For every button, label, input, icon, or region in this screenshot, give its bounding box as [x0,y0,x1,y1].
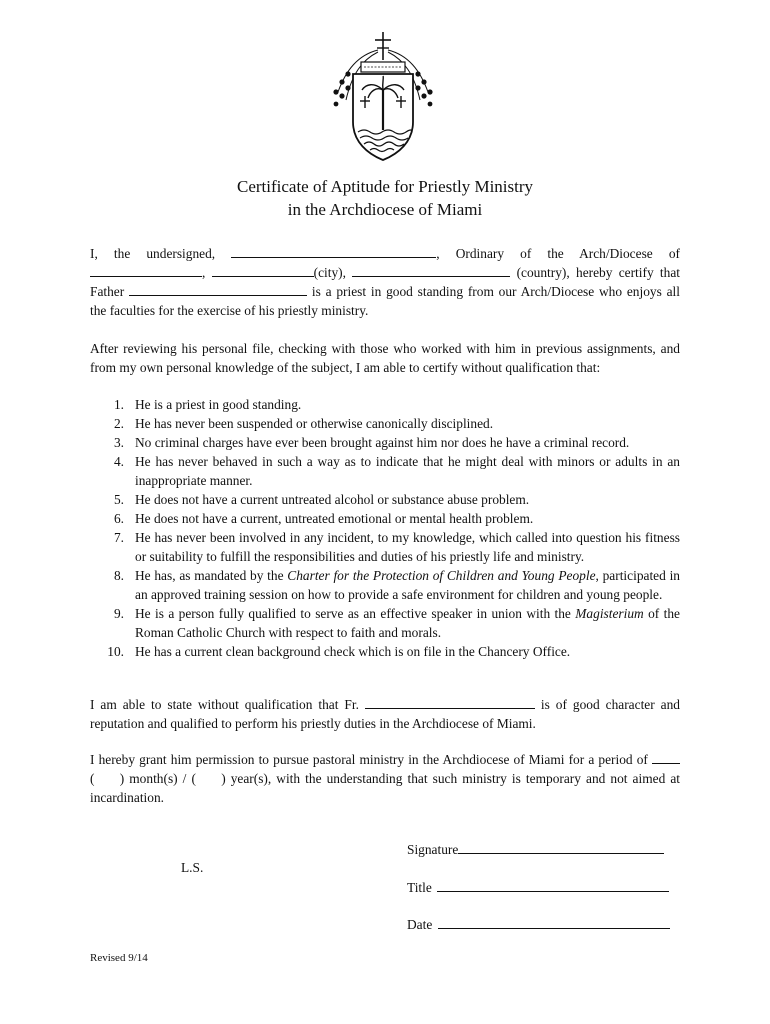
list-item: 6. He does not have a current, untreated emotional or mental health problem. [113,511,534,526]
title-row [407,879,669,896]
certificate-title: Certificate of Aptitude for Priestly Ministry [236,177,534,196]
list-item: 1. He is a priest in good standing. [113,397,302,412]
period-units-line: ( ) month(s) / ( ) year(s), with the understanding that such ministry is temporary and not aimed at [90,771,680,786]
list-item: 5. He does not have a current untreated alcohol or substance abuse problem. [113,492,530,507]
certificate-subtitle: in the Archdiocese of Miami [287,200,483,219]
revision-note: Revised 9/14 [90,952,148,964]
faculties-line: the faculties for the exercise of his priestly ministry. [90,303,369,318]
fr-name-field[interactable] [365,696,535,709]
date-label: Date [407,917,433,932]
father-line: Father is a priest in good standing from our Arch/Diocese who enjoys all [90,284,680,299]
ordinary-name-field[interactable] [231,245,436,258]
locus-sigilli-label: L.S. [181,860,204,875]
certification-list [90,395,680,661]
list-item: 4. He has never behaved in such a way as to indicate that he might deal with minors or adults in an inappropriate manner. [113,454,680,488]
signature-label: Signature [407,842,459,857]
city-field[interactable] [212,264,314,277]
list-item: 3. No criminal charges have ever been brought against him nor does he have a criminal record. [113,435,630,450]
list-item: 9. He is a person fully qualified to serve as an effective speaker in union with the Magisterium of the Roman Catholic Church with respect to faith and morals. [113,606,681,640]
ordinary-line: I, the undersigned, , Ordinary of the Arch/Diocese of [90,246,680,261]
signature-row [407,841,664,858]
archdiocese-coat-of-arms-icon [328,30,438,162]
permission-paragraph: I hereby grant him permission to pursue pastoral ministry in the Archdiocese of Miami for a period of ( ) month(s) / ( ) year(s), with the understanding that such ministry is temporary and not aimed at incardination. [90,752,680,805]
archdiocese-field[interactable] [90,264,202,277]
title-field[interactable] [437,879,669,892]
title-label: Title [407,880,432,895]
review-paragraph: After reviewing his personal file, checking with those who worked with him in previous assignments, and from my own personal knowledge of the subject, I am able to certify without qualification that: [90,341,680,375]
character-paragraph: I am able to state without qualification that Fr. is of good character and reputation and qualified to perform his priestly duties in the Archdiocese of Miami. [90,697,680,731]
list-item: 10. He has a current clean background check which is on file in the Chancery Office. [107,644,571,659]
list-item: 2. He has never been suspended or otherwise canonically disciplined. [113,416,494,431]
list-item: 7. He has never been involved in any incident, to my knowledge, which called into question his fitness or suitability to fulfill the responsibilities and duties of his priestly life and ministry. [113,530,680,564]
period-field[interactable] [652,751,680,764]
list-item: 8. He has, as mandated by the Charter for the Protection of Children and Young People, participated in an approved training session on how to provide a safe environment for children and young people. [113,568,680,602]
certification-paragraph [90,244,680,320]
signature-field[interactable] [458,841,664,854]
country-field[interactable] [352,264,510,277]
father-name-field[interactable] [129,283,307,296]
location-line: , (city), (country), hereby certify that [90,263,680,282]
date-row [407,916,670,933]
date-field[interactable] [438,916,670,929]
